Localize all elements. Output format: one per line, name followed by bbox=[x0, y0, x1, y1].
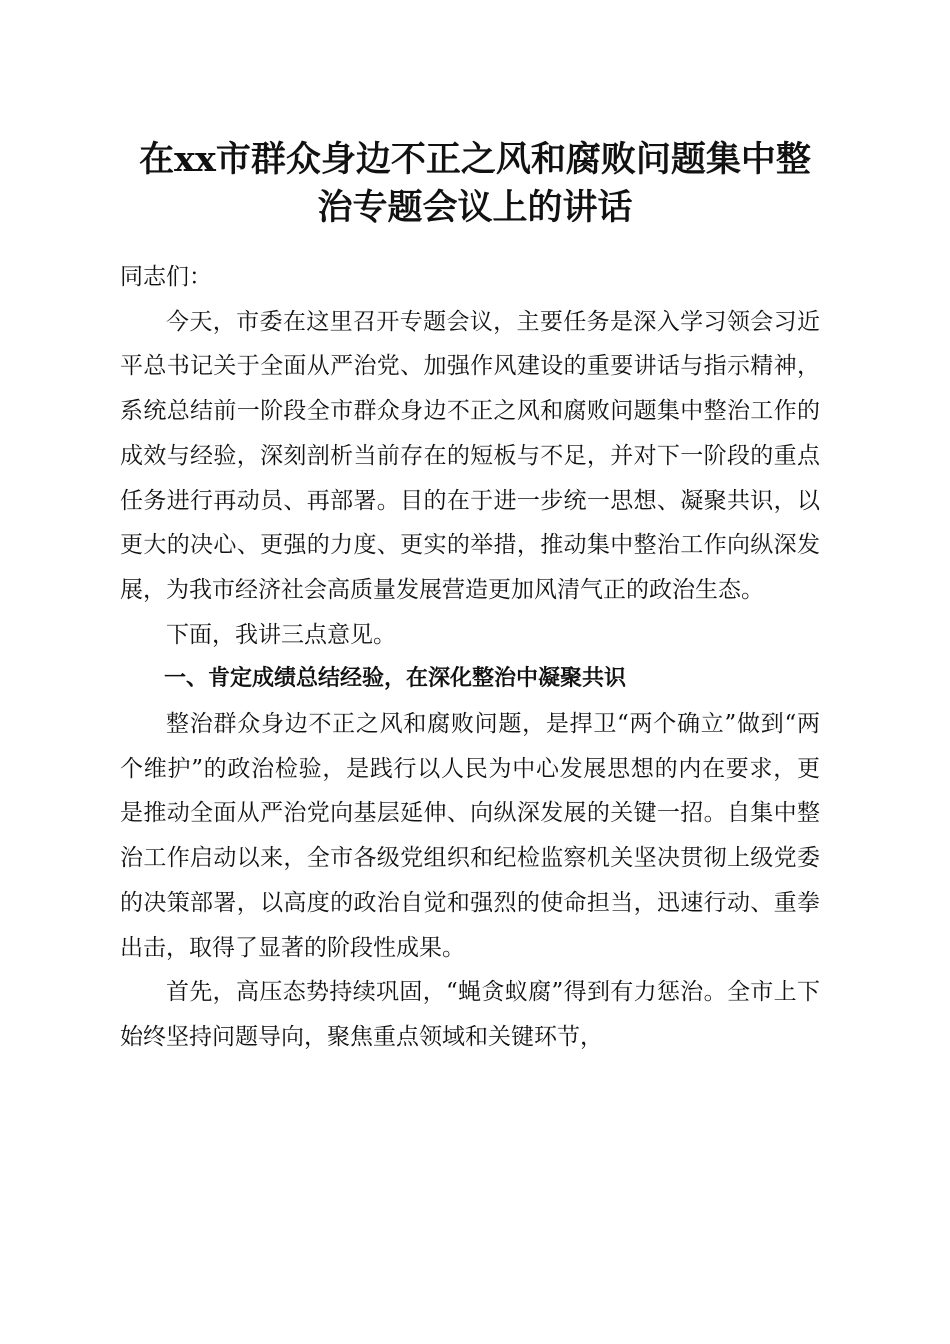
paragraph-section1-overview: 整治群众身边不正之风和腐败问题，是捍卫“两个确立”做到“两个维护”的政治检验，是践行以人民为中心发展思想的内在要求，更是推动全面从严治党向基层延伸、向纵深发展的关键一招。自集中整治工作启动以来，全市各级党组织和纪检监察机关坚决贯彻上级党委的决策部署，以高度的政治自觉和强烈的使命担当，迅速行动、重拳出击，取得了显著的阶段性成果。 bbox=[120, 711, 820, 961]
section-heading-1: 一、肯定成绩总结经验，在深化整治中凝聚共识 bbox=[164, 666, 627, 692]
paragraph-outline: 下面，我讲三点意见。 bbox=[166, 621, 396, 648]
document-body bbox=[120, 255, 820, 1060]
document-title bbox=[100, 136, 850, 232]
title-line-1: 在xx市群众身边不正之风和腐败问题集中整 bbox=[139, 139, 811, 180]
title-line-2: 治专题会议上的讲话 bbox=[317, 187, 633, 228]
salutation: 同志们： bbox=[120, 264, 212, 290]
paragraph-intro: 今天，市委在这里召开专题会议，主要任务是深入学习领会习近平总书记关于全面从严治党、加强作风建设的重要讲话与指示精神，系统总结前一阶段全市群众身边不正之风和腐败问题集中整治工作的成效与经验，深刻剖析当前存在的短板与不足，并对下一阶段的重点任务进行再动员、再部署。目的在于进一步统一思想、凝聚共识，以更大的决心、更强的力度、更实的举措，推动集中整治工作向纵深发展，为我市经济社会高质量发展营造更加风清气正的政治生态。 bbox=[120, 308, 820, 603]
paragraph-section1-first-point: 首先，高压态势持续巩固，“蝇贪蚁腐”得到有力惩治。全市上下始终坚持问题导向，聚焦重点领域和关键环节， bbox=[120, 979, 820, 1050]
